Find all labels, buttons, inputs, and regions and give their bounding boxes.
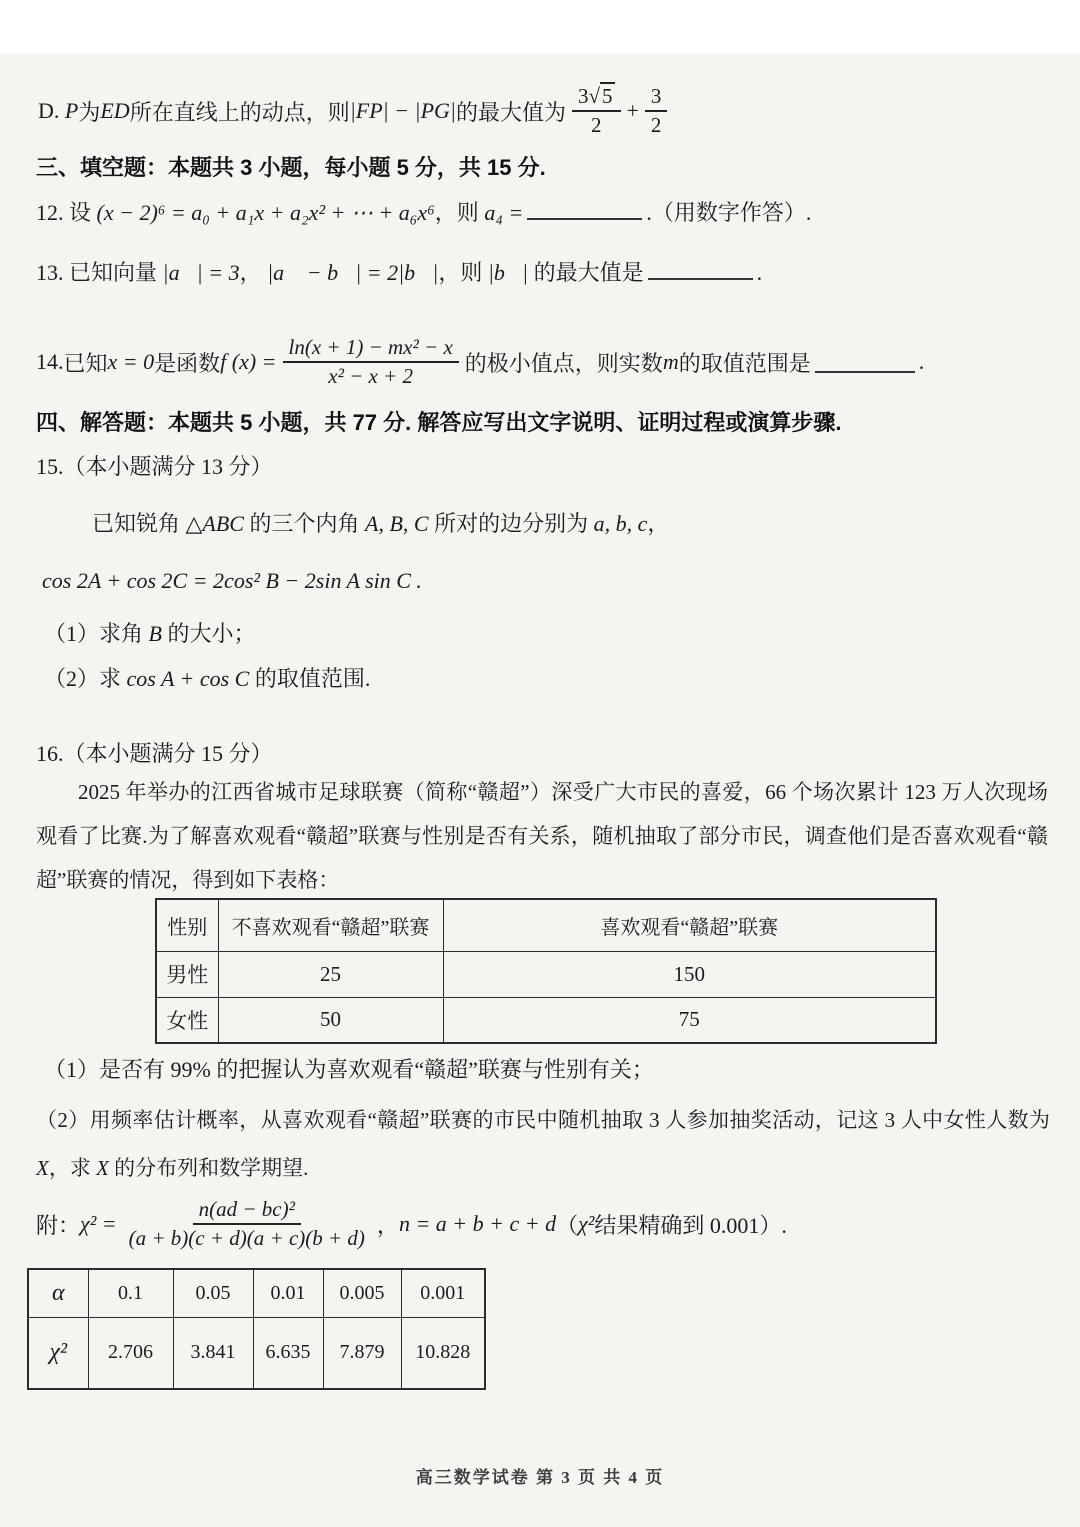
math-var: B [148,621,162,646]
table-cell: 0.001 [401,1269,485,1317]
table-row [156,951,936,997]
fraction-numerator: 3 [645,83,668,112]
answer-blank [648,258,753,280]
question-text: （1）求角 [44,621,149,646]
question-16-paragraph: 2025 年举办的江西省城市足球联赛（简称“赣超”）深受广大市民的喜爱，66 个场次累计 123 万人次现场观看了比赛.为了解喜欢观看“赣超”联赛与性别是否有关系，随机抽取了部分市民，调查他们是否喜欢观看“赣超”联赛的情况，得到如下表格： [36,780,1048,892]
question-14 [36,316,924,408]
option-d-text: 所在直线上的动点，则 [129,99,350,125]
question-text: 的分布列和数学期望. [108,1156,309,1180]
table-row [28,1317,485,1389]
question-text: . [918,349,925,374]
math-expression: a, b, c [593,511,648,536]
question-13 [36,256,762,287]
table-cell: 50 [218,997,443,1043]
math-expression: (x − 2)⁶ = a₀ + a₁x + a₂x² + ⋯ + a₆x⁶ [96,200,435,225]
question-text: 的取值范围. [249,666,371,691]
sqrt-sign: √ [588,83,600,108]
answer-blank [815,351,915,373]
table-header-cell: 不喜欢观看“赣超”联赛 [218,899,443,951]
fraction-denominator: 2 [590,113,602,137]
appendix-text: 结果精确到 0.001）. [594,1212,787,1238]
table-row [156,997,936,1043]
fraction-numerator [572,83,621,112]
math-expression: |a⃗| = 3 [162,260,240,285]
fraction-numerator: ln(x + 1) − mx² − x [283,334,459,363]
appendix-text: （ [556,1212,579,1238]
question-text: 设 [63,200,97,225]
math-expression: f (x) = [220,349,277,374]
question-number: 12. [36,200,64,225]
math-var: P [64,98,79,123]
math-var: ED [100,98,130,123]
critical-values-table [27,1268,486,1390]
question-text: （2）求 [44,666,127,691]
question-text: （2）用频率估计概率，从喜欢观看“赣超”联赛的市民中随机抽取 3 人参加抽奖活动，记这 3 人中女性人数为 [36,1108,1050,1132]
table-cell: 6.635 [253,1317,323,1389]
option-d-label: D. [38,98,60,123]
math-expression: |FP| − |PG| [349,98,456,123]
table-cell: 7.879 [323,1317,401,1389]
fraction [283,334,459,391]
question-text: ，求 [48,1156,97,1180]
table-cell: 25 [218,951,443,997]
question-text: 的最大值是 [528,260,644,285]
table-cell: 3.841 [173,1317,253,1389]
question-text: 已知锐角 [92,511,186,536]
question-15-item-1 [44,617,255,648]
math-expression: |a⃗ − b⃗| = 2|b⃗| [267,260,439,285]
table-cell: 0.05 [173,1269,253,1317]
fraction [123,1196,371,1253]
sqrt-coefficient: 3 [577,83,589,108]
question-text: 的三个内角 [244,511,366,536]
question-12 [36,196,811,227]
fraction-denominator: 2 [650,113,662,137]
table-cell: 10.828 [401,1317,485,1389]
alpha-symbol-cell: α [28,1269,88,1317]
table-header-cell: 喜欢观看“赣超”联赛 [443,899,936,951]
question-16-header: 16.（本小题满分 15 分） [36,741,273,766]
chi-square-symbol-cell: χ² [28,1317,88,1389]
question-15-formula: cos 2A + cos 2C = 2cos² B − 2sin A sin C . [42,568,422,593]
math-var: X [96,1156,109,1180]
plus-sign: + [626,98,639,123]
math-expression: △ABC [185,511,244,536]
question-16-item-2 [36,1096,1050,1192]
math-expression: cos A + cos C [126,666,250,691]
table-cell: 150 [443,951,936,997]
option-d-text: 为 [78,99,101,125]
question-text: 是函数 [154,350,221,376]
math-var: X [36,1156,49,1180]
question-15-item-2 [44,662,370,693]
math-expression: A, B, C [365,511,429,536]
table-row [28,1269,485,1317]
math-var: m [662,349,679,374]
question-text: 所对的边分别为 [428,511,594,536]
question-number: 14. [36,349,64,374]
question-text: ， [239,260,268,285]
option-d-line [38,80,673,142]
table-cell: 0.005 [323,1269,401,1317]
table-cell: 0.1 [88,1269,173,1317]
question-text: 的极小值点，则实数 [464,350,663,376]
fraction [572,83,621,140]
question-text: 已知 [63,350,108,376]
section-3-heading: 三、填空题：本题共 3 小题，每小题 5 分，共 15 分. [36,155,546,180]
survey-table [155,898,937,1044]
math-expression: x = 0 [107,349,155,374]
fraction-denominator: x² − x + 2 [328,364,414,388]
page-footer: 高三数学试卷 第 3 页 共 4 页 [415,1468,665,1487]
sqrt-radicand: 5 [602,83,613,108]
question-15-header: 15.（本小题满分 13 分） [36,454,273,479]
question-text: 已知向量 [63,260,163,285]
option-d-text: 的最大值为 [455,99,566,125]
question-16-item-1: （1）是否有 99% 的把握认为喜欢观看“赣超”联赛与性别有关； [44,1057,654,1082]
question-text: .（用数字作答）. [646,200,812,225]
appendix-label: 附： [36,1212,81,1238]
appendix-text: ， [376,1212,399,1238]
table-cell: 男性 [156,951,218,997]
math-expression: n = a + b + c + d [398,1211,557,1236]
table-header-cell: 性别 [156,899,218,951]
question-text: ，则 [438,260,488,285]
chi-square-symbol: χ² [578,1211,595,1236]
question-text: . [756,260,763,285]
table-cell: 75 [443,997,936,1043]
math-expression: |b⃗| [487,260,529,285]
table-cell: 0.01 [253,1269,323,1317]
math-expression: a₄ = [484,200,524,225]
question-text: 的大小； [161,621,256,646]
question-text: ， [647,511,670,536]
section-4-heading: 四、解答题：本题共 5 小题，共 77 分. 解答应写出文字说明、证明过程或演算步骤. [36,410,842,435]
question-text: 的取值范围是 [678,350,811,376]
fraction-numerator: n(ad − bc)² [193,1196,301,1225]
question-number: 13. [36,260,64,285]
table-row [156,899,936,951]
question-text: ，则 [434,200,485,225]
fraction-denominator: (a + b)(c + d)(a + c)(b + d) [128,1226,365,1250]
table-cell: 2.706 [88,1317,173,1389]
question-15-given [92,507,669,538]
fraction [645,83,668,140]
appendix-formula-line [36,1180,787,1268]
table-cell: 女性 [156,997,218,1043]
answer-blank [527,198,642,220]
chi-square-symbol: χ² = [80,1211,117,1236]
